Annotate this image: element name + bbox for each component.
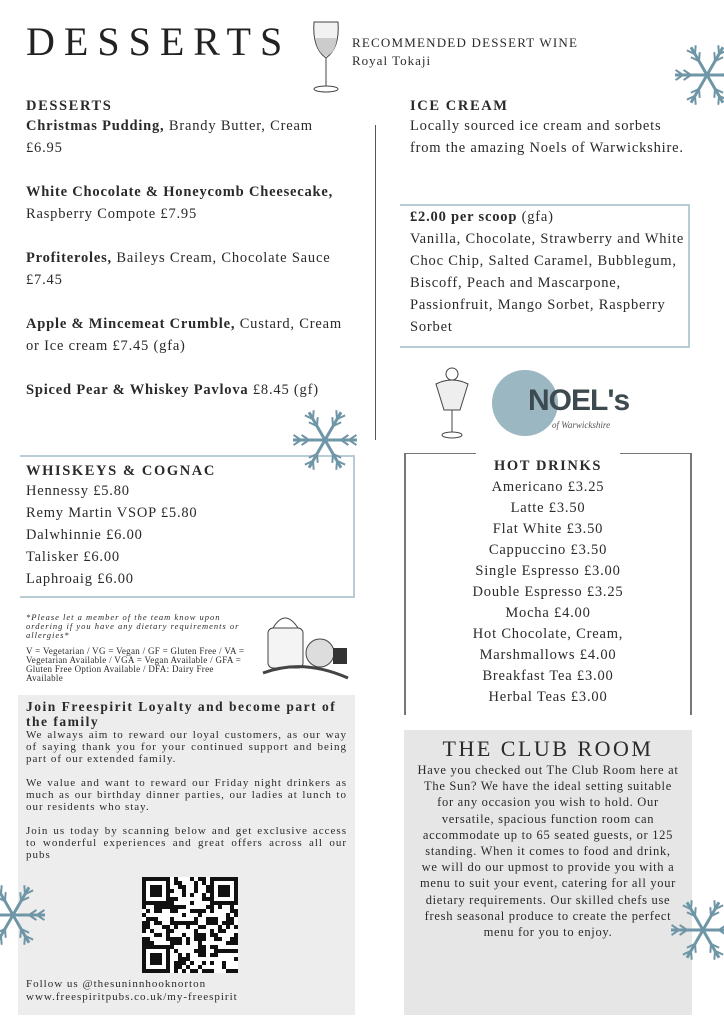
snowflake-icon: [672, 40, 724, 110]
hot-drinks-box: [404, 453, 692, 715]
dessert-name: Spiced Pear & Whiskey Pavlova: [26, 382, 249, 398]
scoop-price: £2.00 per scoop: [410, 209, 518, 225]
hot-drink-item: Hot Chocolate, Cream,: [472, 626, 624, 642]
follow-text: Follow us @thesuninnhooknorton: [26, 978, 207, 990]
wine-heading: RECOMMENDED DESSERT WINE: [352, 35, 579, 50]
hot-drink-item: Marshmallows £4.00: [479, 647, 617, 663]
hot-drink-item: Single Espresso £3.00: [475, 563, 621, 579]
dessert-desc: Brandy Butter, Cream £6.95: [26, 118, 313, 156]
club-room-text: Have you checked out The Club Room here at The Sun? We have the ideal setting suitable for any occasion you wish to hold. Our versatile, spacious function room can accommodate up to 65 seated guests, or 125 standing. When it comes to food and drink, we will do our upmost to provide you with a menu to suit your event, catering for all your dietary requirements. Our skilled chefs use fresh seasonal produce to create the perfect menu for you to enjoy.: [417, 763, 679, 940]
whiskey-item: Dalwhinnie £6.00: [26, 527, 143, 543]
allergen-key: V = Vegetarian / VG = Vegan / GF = Gluten Free / VA = Vegetarian Available / VGA = Vegan Available / GFA = Gluten Free Option Available / DFA: Dairy Free Available: [26, 646, 245, 683]
ice-cream-box: [400, 204, 690, 348]
whiskey-item: Laphroaig £6.00: [26, 571, 134, 587]
hot-drink-item: Latte £3.50: [510, 500, 586, 516]
loyalty-heading: Join Freespirit Loyalty and become part of the family: [26, 699, 337, 729]
hot-drink-item: Flat White £3.50: [492, 521, 604, 537]
club-room-heading: THE CLUB ROOM: [442, 736, 654, 761]
desserts-heading: DESSERTS: [26, 98, 113, 114]
dessert-desc: Raspberry Compote £7.95: [26, 206, 198, 222]
flavours: Vanilla, Chocolate, Strawberry and White Choc Chip, Salted Caramel, Bubblegum, Biscoff, Peach and Mascarpone, Passionfruit, Mango Sorbet, Raspberry Sorbet: [410, 231, 685, 335]
ice-cream-intro: Locally sourced ice cream and sorbets from the amazing Noels of Warwickshire.: [410, 118, 684, 156]
hot-drink-item: Breakfast Tea £3.00: [482, 668, 614, 684]
hot-drink-item: Americano £3.25: [491, 479, 605, 495]
loyalty-paragraph: We always aim to reward our loyal customers, as our way of saying thank you for your continued support and being part of our extended family.: [26, 729, 347, 765]
dessert-item: [26, 313, 346, 357]
hot-drink-item: Mocha £4.00: [505, 605, 591, 621]
dessert-item: [26, 115, 346, 159]
dessert-name: Apple & Mincemeat Crumble,: [26, 316, 236, 332]
whiskeys-heading: WHISKEYS & COGNAC: [26, 463, 216, 479]
dessert-name: Christmas Pudding,: [26, 118, 165, 134]
wine-glass-icon: [308, 18, 344, 96]
loyalty-paragraph: Join us today by scanning below and get exclusive access to wonderful experiences and great offers across all our pubs: [26, 825, 347, 861]
dessert-desc: Baileys Cream, Chocolate Sauce £7.45: [26, 250, 331, 288]
column-divider: [375, 125, 376, 440]
hot-drink-item: Herbal Teas £3.00: [488, 689, 608, 705]
page-title: DESSERTS: [26, 19, 292, 64]
dessert-desc: £8.45 (gf): [248, 382, 319, 398]
dessert-item: [26, 379, 346, 401]
loyalty-panel: [18, 695, 355, 1015]
sundae-icon: [432, 362, 472, 442]
desserts-section: [26, 98, 346, 423]
dessert-item: [26, 181, 346, 225]
hot-drink-item: Cappuccino £3.50: [488, 542, 608, 558]
whiskey-item: Talisker £6.00: [26, 549, 120, 565]
ice-cream-heading: ICE CREAM: [410, 98, 509, 114]
snowflake-icon: [668, 895, 724, 965]
dessert-name: White Chocolate & Honeycomb Cheesecake,: [26, 184, 334, 200]
loyalty-paragraph: We value and want to reward our Friday night drinkers as much as our birthday dinner parties, our ladies at lunch to our residents who stay.: [26, 777, 347, 813]
garden-illustration: [258, 608, 353, 688]
dessert-name: Profiteroles,: [26, 250, 112, 266]
ice-cream-section: [410, 98, 695, 159]
whiskey-item: Remy Martin VSOP £5.80: [26, 505, 198, 521]
dietary-note: *Please let a member of the team know upon ordering if you have any dietary requirements or allergies*: [26, 612, 240, 640]
snowflake-icon: [0, 880, 48, 950]
whiskey-item: Hennessy £5.80: [26, 483, 130, 499]
wine-name: Royal Tokaji: [352, 53, 432, 68]
snowflake-icon: [290, 405, 362, 477]
scoop-note: (gfa): [517, 209, 554, 225]
dessert-desc: Custard, Cream or Ice cream £7.45 (gfa): [26, 316, 342, 354]
noels-logo: NOEL's of Warwickshire: [492, 370, 640, 438]
loyalty-url[interactable]: www.freespiritpubs.co.uk/my-freespirit: [26, 991, 238, 1003]
dessert-item: [26, 247, 346, 291]
club-room-panel: [404, 730, 692, 1015]
hot-drinks-heading: HOT DRINKS: [494, 458, 602, 474]
qr-code[interactable]: [142, 877, 238, 973]
hot-drink-item: Double Espresso £3.25: [472, 584, 624, 600]
